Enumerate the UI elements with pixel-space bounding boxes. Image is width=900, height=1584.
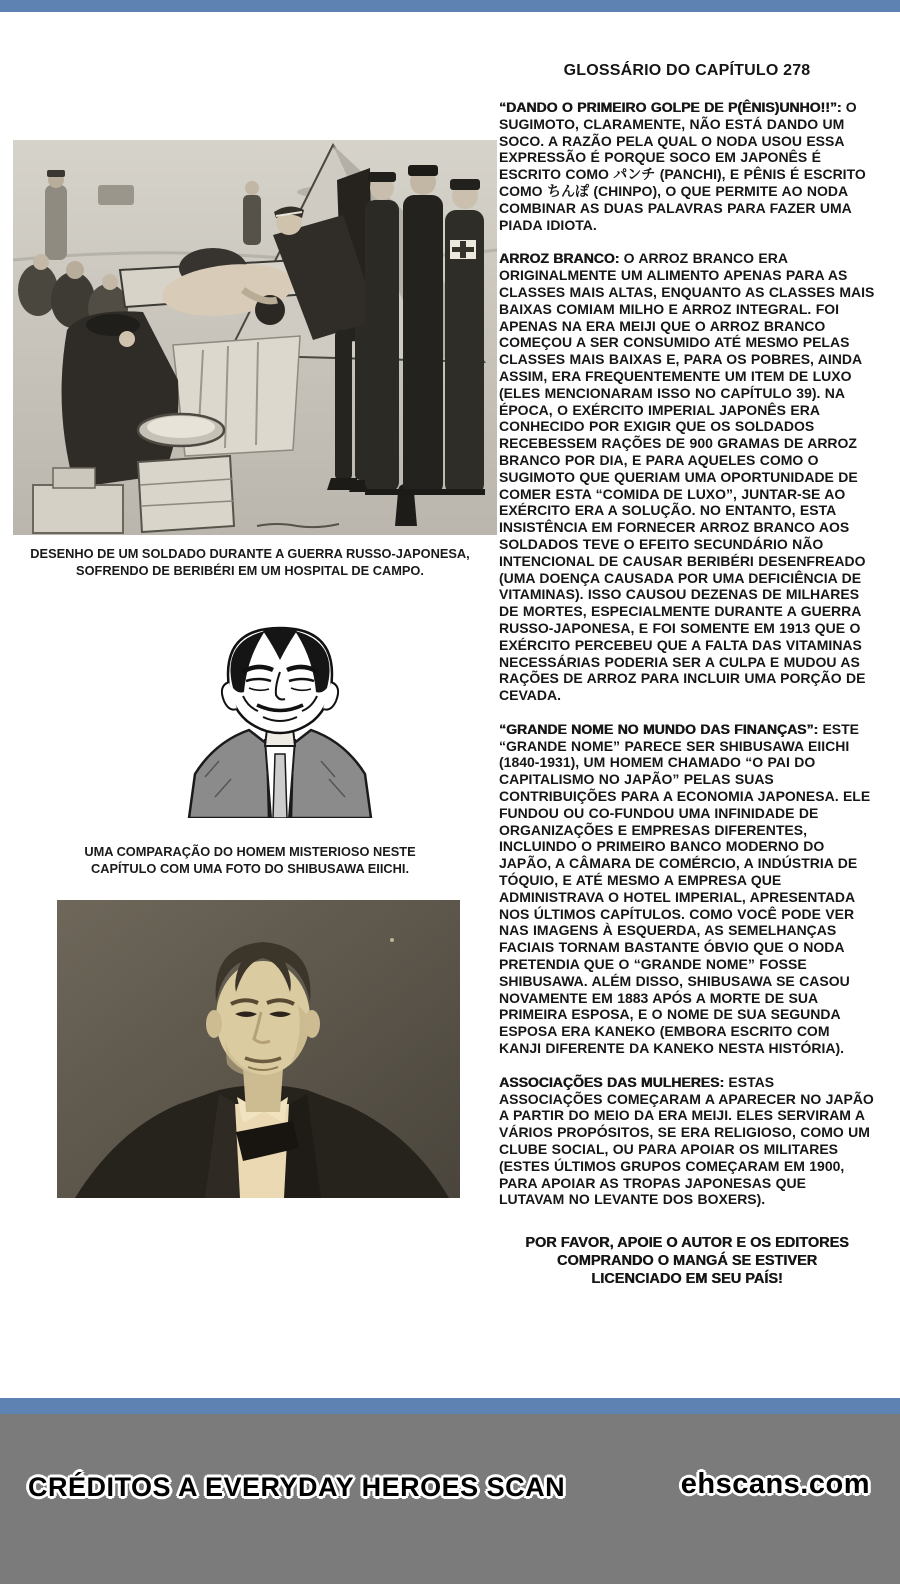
shibusawa-photo [57, 900, 460, 1198]
glossary-term: “GRANDE NOME NO MUNDO DAS FINANÇAS”: [499, 720, 819, 737]
manga-portrait-art [185, 612, 375, 818]
glossary-entry [499, 721, 875, 1057]
field-hospital-illustration-art [13, 140, 497, 535]
glossary-body: ESTE “GRANDE NOME” PARECE SER SHIBUSAWA EIICHI (1840-1931), UM HOMEM CHAMADO “O PAI DO CAPITALISMO NO JAPÃO” PELAS SUAS CONTRIBUIÇÕES PARA A ECONOMIA JAPONESA. ELE FUNDOU OU CO-FUNDOU UMA INFINIDADE DE ORGANIZAÇÕES E EMPRESAS DIFERENTES, INCLUINDO O PRIMEIRO BANCO MODERNO DO JAPÃO, A CÂMARA DE COMÉRCIO, A INDÚSTRIA DE TÓQUIO, E ATÉ MESMO A EMPRESA QUE ADMINISTRAVA O HOTEL IMPERIAL, APRESENTADA NOS ÚLTIMOS CAPÍTULOS. COMO VOCÊ PODE VER NAS IMAGENS À ESQUERDA, AS SEMELHANÇAS FACIAIS TORNAM BASTANTE ÓBVIO QUE O NODA PRETENDIA QUE O “GRANDE NOME” FOSSE SHIBUSAWA. ALÉM DISSO, SHIBUSAWA SE CASOU NOVAMENTE EM 1883 APÓS A MORTE DE SUA PRIMEIRA ESPOSA, E O NOME DE SUA SEGUNDA ESPOSA ERA KANEKO (EMBORA ESCRITO COM KANJI DIFERENTE DA KANEKO NESTA HISTÓRIA). [499, 720, 871, 1057]
credits-footer [0, 1414, 900, 1584]
illustration-caption: DESENHO DE UM SOLDADO DURANTE A GUERRA RUSSO-JAPONESA, SOFRENDO DE BERIBÉRI EM UM HOSPITAL DE CAMPO. [30, 546, 470, 578]
glossary-term: “DANDO O PRIMEIRO GOLPE DE P(ÊNIS)UNHO!!”: [499, 99, 842, 115]
field-hospital-illustration [13, 140, 497, 535]
manga-portrait-drawing [185, 612, 375, 818]
glossary-column [499, 62, 875, 1289]
glossary-body: O ARROZ BRANCO ERA ORIGINALMENTE UM ALIMENTO APENAS PARA AS CLASSES MAIS ALTAS, ENQUANTO AS CLASSES MAIS BAIXAS COMIAM MILHO E ARROZ INTEGRAL. FOI APENAS NA ERA MEIJI QUE O ARROZ BRANCO COMEÇOU A SER CONSUMIDO ATÉ MESMO PELAS CLASSES MAIS BAIXAS E, PARA OS POBRES, AINDA ASSIM, ERA FREQUENTEMENTE UM ITEM DE LUXO (ELES MENCIONARAM ISSO NO CAPÍTULO 39). NA ÉPOCA, O EXÉRCITO IMPERIAL JAPONÊS ERA CONHECIDO POR EXIGIR QUE OS SOLDADOS RECEBESSEM RAÇÕES DE 900 GRAMAS DE ARROZ BRANCO POR DIA, E PARA AQUELES COMO O SUGIMOTO QUE QUERIAM UMA OPORTUNIDADE DE COMER ESTA “COMIDA DE LUXO”, JUNTAR-SE AO EXÉRCITO ERA A SOLUÇÃO. NO ENTANTO, ESTA INSISTÊNCIA EM FORNECER ARROZ BRANCO AOS SOLDADOS TEVE O EFEITO SECUNDÁRIO NÃO INTENCIONAL DE CAUSAR BERIBÉRI DESENFREADO (UMA DOENÇA CAUSADA POR UMA DEFICIÊNCIA DE VITAMINAS). ISSO CAUSOU DEZENAS DE MILHARES DE MORTES, ESPECIALMENTE DURANTE A GUERRA RUSSO-JAPONESA, E FOI SOMENTE EM 1913 QUE O EXÉRCITO PERCEBEU QUE A FALTA DAS VITAMINAS NECESSÁRIAS PODERIA SER A CULPA E MUDOU AS RAÇÕES DE ARROZ PARA INCLUIR UMA PORÇÃO DE CEVADA. [499, 250, 875, 704]
bottom-border-bar [0, 1398, 900, 1414]
site-url: ehscans.com [680, 1468, 870, 1500]
glossary-entry [499, 99, 875, 233]
glossary-body: ESTAS ASSOCIAÇÕES COMEÇARAM A APARECER NO JAPÃO A PARTIR DO MEIO DA ERA MEIJI. ELES SERVIRAM A VÁRIOS PROPÓSITOS, SE ERA RELIGIOSO, COMO UM CLUBE SOCIAL, OU PARA APOIAR OS MILITARES (ESTES ÚLTIMOS GRUPOS COMEÇARAM EM 1900, PARA APOIAR AS TROPAS JAPONESAS QUE LUTAVAM NO LEVANTE DOS BOXERS). [499, 1073, 874, 1208]
credits-text: CRÉDITOS A EVERYDAY HEROES SCAN [28, 1472, 566, 1502]
shibusawa-photo-art [57, 900, 460, 1198]
support-note: POR FAVOR, APOIE O AUTOR E OS EDITORES COMPRANDO O MANGÁ SE ESTIVER LICENCIADO EM SEU PAÍS! [525, 1235, 849, 1288]
top-border-bar [0, 0, 900, 12]
glossary-body: O SUGIMOTO, CLARAMENTE, NÃO ESTÁ DANDO UM SOCO. A RAZÃO PELA QUAL O NODA USOU ESSA EXPRESSÃO É PORQUE SOCO EM JAPONÊS É ESCRITO COMO パンチ (PANCHI), E PÊNIS É ESCRITO COMO ちんぽ (CHINPO), O QUE PERMITE AO NODA COMBINAR AS DUAS PALAVRAS PARA FAZER UMA PIADA IDIOTA. [499, 99, 866, 233]
comparison-caption: UMA COMPARAÇÃO DO HOMEM MISTERIOSO NESTE CAPÍTULO COM UMA FOTO DO SHIBUSAWA EIICHI. [84, 844, 416, 876]
glossary-term: ASSOCIAÇÕES DAS MULHERES: [499, 1073, 725, 1090]
glossary-entry [499, 1074, 875, 1208]
glossary-entry [499, 250, 875, 704]
page-title: GLOSSÁRIO DO CAPÍTULO 278 [563, 62, 811, 79]
glossary-term: ARROZ BRANCO: [499, 250, 620, 267]
